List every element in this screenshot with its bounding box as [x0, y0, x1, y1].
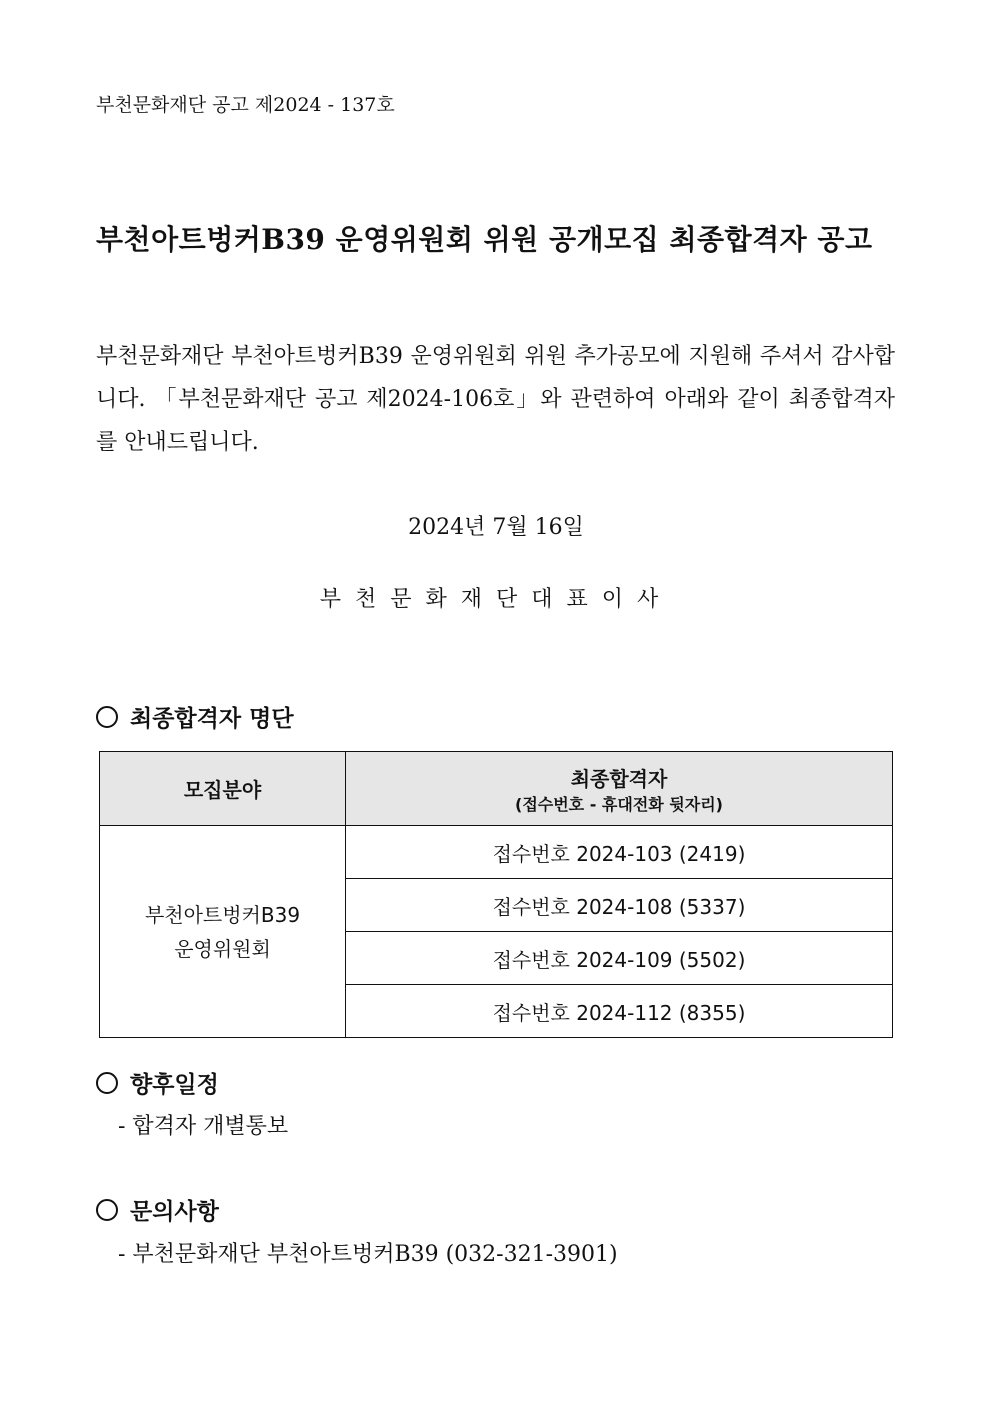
section-schedule — [96, 1066, 219, 1099]
section-results — [96, 700, 294, 733]
table-row: 접수번호 2024-103 (2419) — [346, 826, 893, 879]
section-contact — [96, 1193, 219, 1226]
circle-bullet-icon — [96, 1072, 118, 1094]
circle-bullet-icon — [96, 1199, 118, 1221]
table-row: 접수번호 2024-109 (5502) — [346, 932, 893, 985]
circle-bullet-icon — [96, 706, 118, 728]
contact-item: - 부천문화재단 부천아트벙커B39 (032-321-3901) — [118, 1242, 618, 1267]
document-title: 부천아트벙커B39 운영위원회 위원 공개모집 최종합격자 공고 — [96, 223, 873, 256]
header-result: 최종합격자 (접수번호 - 휴대전화 뒷자리) — [346, 752, 893, 826]
section-heading: 최종합격자 명단 — [130, 705, 294, 732]
field-cell: 부천아트벙커B39 운영위원회 — [100, 826, 346, 1038]
signer: 부천문화재단대표이사 — [319, 587, 673, 612]
body-paragraph: 부천문화재단 부천아트벙커B39 운영위원회 위원 추가공모에 지원해 주셔서 감사합니다. 「부천문화재단 공고 제2024-106호」와 관련하여 아래와 같이 최종합격자를 안내드립니다. — [96, 344, 895, 455]
notice-number: 부천문화재단 공고 제2024 - 137호 — [96, 94, 395, 116]
table-row: 접수번호 2024-112 (8355) — [346, 985, 893, 1038]
schedule-item: - 합격자 개별통보 — [118, 1114, 289, 1139]
section-heading: 문의사항 — [130, 1198, 219, 1225]
results-table — [99, 751, 893, 1038]
header-field: 모집분야 — [100, 752, 346, 826]
date: 2024년 7월 16일 — [408, 515, 584, 540]
table-row: 접수번호 2024-108 (5337) — [346, 879, 893, 932]
section-heading: 향후일정 — [130, 1071, 219, 1098]
